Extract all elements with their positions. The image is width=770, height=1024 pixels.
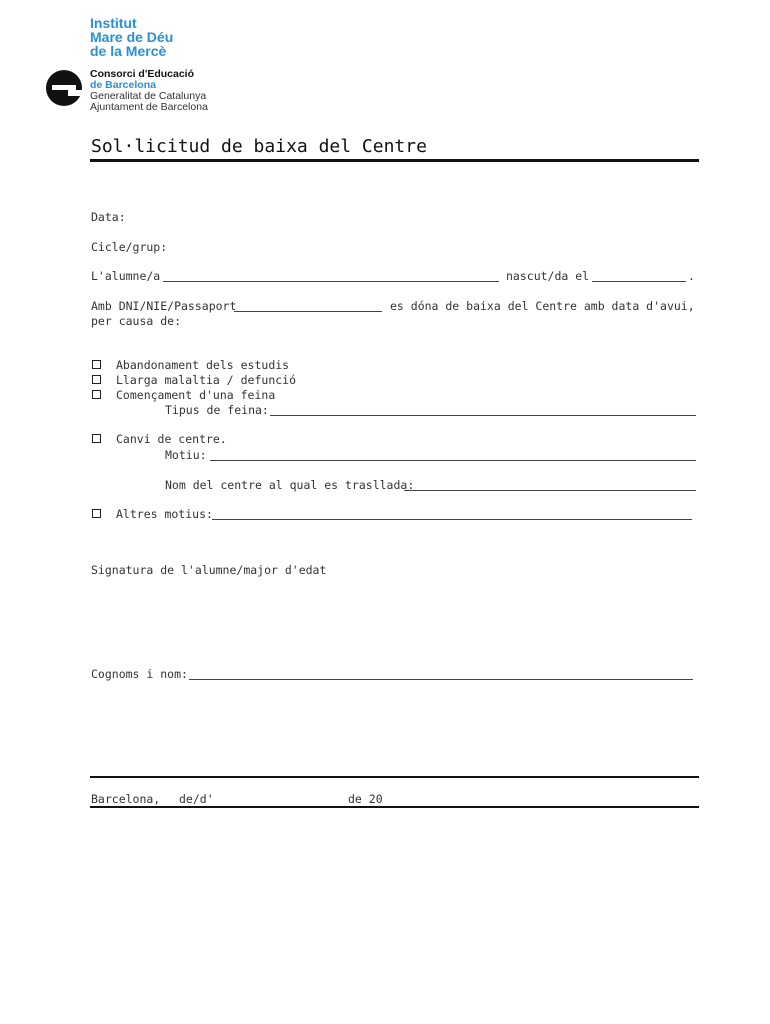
consortium-line-1: Consorci d'Educació — [90, 68, 195, 80]
option-job-label: Començament d'una feina — [116, 388, 276, 402]
footer-divider-top — [90, 776, 699, 778]
date-label: Data: — [91, 210, 126, 224]
new-center-field[interactable] — [404, 490, 696, 491]
new-center-label: Nom del centre al qual es traslladа: — [165, 478, 415, 492]
checkbox-abandon[interactable] — [92, 360, 101, 369]
institute-line-2: Mare de Déu — [90, 29, 174, 45]
consorci-logo-icon — [44, 68, 84, 108]
page-title: Sol·licitud de baixa del Centre — [91, 136, 427, 157]
id-label: Amb DNI/NIE/Passaport — [91, 299, 237, 313]
checkbox-illness[interactable] — [92, 375, 101, 384]
institute-line-1: Institut — [90, 15, 137, 31]
id-text-after: es dóna de baixa del Centre amb data d'avui, — [390, 299, 695, 313]
full-name-field[interactable] — [189, 679, 693, 680]
reason-field[interactable] — [210, 460, 696, 461]
consortium-line-4: Ajuntament de Barcelona — [90, 101, 208, 113]
job-type-field[interactable] — [270, 415, 696, 416]
checkbox-other[interactable] — [92, 509, 101, 518]
footer-of: de/d' — [179, 792, 214, 806]
student-label: L'alumne/a — [91, 269, 161, 283]
cause-label: per causa de: — [91, 314, 182, 328]
consortium-line-3: Generalitat de Catalunya — [90, 90, 207, 102]
footer-city: Barcelona, — [91, 792, 161, 806]
cycle-label: Cicle/grup: — [91, 240, 168, 254]
job-type-label: Tipus de feina: — [165, 403, 269, 417]
born-label: nascut/da el — [506, 269, 590, 283]
id-number-field[interactable] — [234, 311, 382, 312]
consortium-line-2: de Barcelona — [90, 79, 156, 91]
checkbox-job[interactable] — [92, 390, 101, 399]
footer-divider-bottom — [90, 806, 699, 808]
name-label: Cognoms i nom: — [91, 667, 188, 681]
title-divider — [90, 159, 699, 162]
footer-year: de 20 — [348, 792, 383, 806]
option-abandon-label: Abandonament dels estudis — [116, 358, 290, 372]
institute-line-3: de la Mercè — [90, 43, 167, 59]
student-name-field[interactable] — [163, 281, 499, 282]
option-illness-label: Llarga malaltia / defunció — [116, 373, 297, 387]
checkbox-change[interactable] — [92, 434, 101, 443]
reason-label: Motiu: — [165, 448, 207, 462]
option-change-label: Canvi de centre. — [116, 432, 227, 446]
other-reason-field[interactable] — [212, 519, 692, 520]
birth-date-field[interactable] — [592, 281, 686, 282]
born-suffix: . — [688, 269, 695, 283]
signature-label: Signatura de l'alumne/major d'edat — [91, 563, 327, 577]
option-other-label: Altres motius: — [116, 507, 213, 521]
